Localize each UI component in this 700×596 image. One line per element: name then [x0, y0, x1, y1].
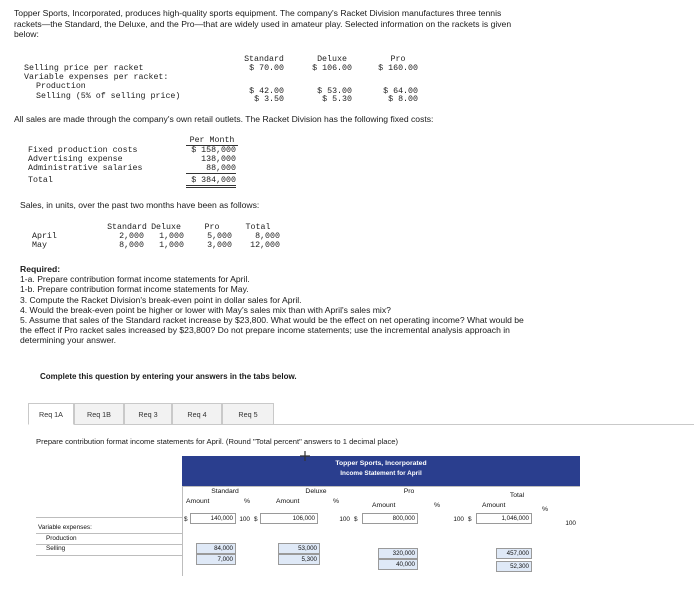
units-month: May	[32, 241, 47, 250]
header-pro: Pro	[390, 55, 406, 64]
units-month: April	[32, 232, 57, 241]
tab-req-1a[interactable]: Req 1A	[28, 403, 74, 425]
units-note: Sales, in units, over the past two months have been as follows:	[20, 200, 260, 210]
production-pro: $ 64.00	[383, 87, 418, 96]
standard-sales-amount[interactable]: 140,000	[190, 513, 236, 524]
amount-label: Amount	[276, 498, 300, 505]
percent-label: %	[434, 502, 441, 509]
per-month-header: Per Month	[186, 137, 238, 146]
price-deluxe: $ 106.00	[312, 64, 352, 73]
units-value: 8,000	[119, 241, 144, 250]
company-name: Topper Sports, Incorporated	[335, 460, 427, 467]
statement-title: Income Statement for April	[340, 470, 422, 477]
group-deluxe: Deluxe	[305, 488, 327, 495]
instruction-text: Complete this question by entering your answers in the tabs below.	[40, 372, 297, 381]
selling-deluxe: $ 5.30	[322, 95, 352, 104]
selling-label: Selling	[46, 545, 66, 552]
total-sales-percent: 100	[565, 520, 576, 527]
currency-symbol: $	[184, 516, 188, 523]
required-item: 1-a. Prepare contribution format income statements for April.	[20, 274, 250, 285]
tab-req-3[interactable]: Req 3	[124, 403, 172, 425]
units-value: 1,000	[159, 232, 184, 241]
units-header: Total	[245, 223, 271, 232]
percent-label: %	[333, 498, 340, 505]
production-standard: $ 42.00	[249, 87, 284, 96]
required-item: 5. Assume that sales of the Standard racket increase by $23,800. What would be the effect on net operating income? What would be	[20, 315, 524, 326]
percent-label: %	[244, 498, 251, 505]
fixed-value: $ 158,000	[191, 146, 236, 155]
divider	[36, 555, 182, 556]
fixed-value: 88,000	[186, 165, 236, 174]
group-total: Total	[509, 492, 525, 499]
header-deluxe: Deluxe	[317, 55, 347, 64]
standard-production-input[interactable]: 84,000	[196, 543, 236, 554]
currency-symbol: $	[468, 516, 472, 523]
fixed-label: Fixed production costs	[28, 146, 138, 155]
row-label: Selling (5% of selling price)	[36, 92, 181, 101]
units-value: 3,000	[207, 241, 232, 250]
deluxe-selling-input[interactable]: 5,300	[278, 554, 320, 565]
fixed-label: Advertising expense	[28, 155, 123, 164]
amount-label: Amount	[372, 502, 396, 509]
deluxe-production-input[interactable]: 53,000	[278, 543, 320, 554]
price-standard: $ 70.00	[249, 64, 284, 73]
pro-production-input[interactable]: 320,000	[378, 548, 418, 559]
deluxe-sales-amount[interactable]: 106,000	[260, 513, 318, 524]
tab-req-4[interactable]: Req 4	[172, 403, 222, 425]
currency-symbol: $	[254, 516, 258, 523]
pro-sales-percent: 100	[453, 516, 464, 523]
group-standard: Standard	[211, 488, 239, 495]
production-label: Production	[46, 535, 77, 542]
divider	[182, 486, 580, 487]
tab-req-1b[interactable]: Req 1B	[74, 403, 124, 425]
total-sales-amount[interactable]: 1,046,000	[476, 513, 532, 524]
amount-label: Amount	[482, 502, 506, 509]
fixed-label: Total	[28, 176, 53, 185]
selling-standard: $ 3.50	[254, 95, 284, 104]
units-value: 8,000	[255, 232, 280, 241]
percent-label: %	[542, 506, 549, 513]
total-selling-input[interactable]: 52,300	[496, 561, 532, 572]
production-deluxe: $ 53.00	[317, 87, 352, 96]
move-cursor-icon	[300, 451, 310, 461]
required-item: 4. Would the break-even point be higher or lower with May's sales mix than with April's sales mix?	[20, 304, 391, 315]
pro-selling-input[interactable]: 40,000	[378, 559, 418, 570]
units-header: Standard	[107, 223, 147, 232]
units-header: Deluxe	[151, 223, 181, 232]
intro-text: Topper Sports, Incorporated, produces high-quality sports equipment. The company's Racket Division manufactures three tennis rackets—the Standard, the Deluxe, and the Pro—that are widely used in amateur play. Selected information on the rackets is given below:	[14, 8, 512, 40]
standard-sales-percent: 100	[239, 516, 250, 523]
total-production-input[interactable]: 457,000	[496, 548, 532, 559]
row-label: Variable expenses per racket:	[24, 73, 169, 82]
required-title: Required:	[20, 264, 61, 274]
variable-expenses-label: Variable expenses:	[38, 524, 92, 531]
units-value: 1,000	[159, 241, 184, 250]
fixed-value: 138,000	[201, 155, 236, 164]
divider	[182, 486, 183, 576]
required-item: determining your answer.	[20, 335, 117, 346]
standard-selling-input[interactable]: 7,000	[196, 554, 236, 565]
statement-prompt: Prepare contribution format income statements for April. (Round "Total percent" answers to 1 decimal place)	[36, 437, 399, 446]
deluxe-sales-percent: 100	[339, 516, 350, 523]
selling-pro: $ 8.00	[388, 95, 418, 104]
units-value: 2,000	[119, 232, 144, 241]
units-header: Pro	[204, 223, 220, 232]
tab-req-5[interactable]: Req 5	[222, 403, 274, 425]
required-item: 1-b. Prepare contribution format income statements for May.	[20, 284, 249, 295]
required-section	[20, 264, 690, 346]
pro-sales-amount[interactable]: 800,000	[362, 513, 418, 524]
units-value: 5,000	[207, 232, 232, 241]
units-value: 12,000	[250, 241, 280, 250]
currency-symbol: $	[354, 516, 358, 523]
tab-baseline	[274, 424, 694, 425]
required-item: 3. Compute the Racket Division's break-even point in dollar sales for April.	[20, 294, 302, 305]
header-standard: Standard	[244, 55, 284, 64]
row-label: Selling price per racket	[24, 64, 144, 73]
group-pro: Pro	[403, 488, 415, 495]
fixed-label: Administrative salaries	[28, 164, 143, 173]
divider	[36, 517, 182, 518]
divider	[36, 533, 182, 534]
sales-note: All sales are made through the company's own retail outlets. The Racket Division has the following fixed costs:	[14, 114, 434, 124]
fixed-total: $ 384,000	[186, 177, 236, 188]
price-pro: $ 160.00	[378, 64, 418, 73]
amount-label: Amount	[186, 498, 210, 505]
required-item: the effect if Pro racket sales increased by $23,800? Do not prepare income statements; use the incremental analysis approach in	[20, 325, 510, 336]
row-label: Production	[36, 82, 86, 91]
